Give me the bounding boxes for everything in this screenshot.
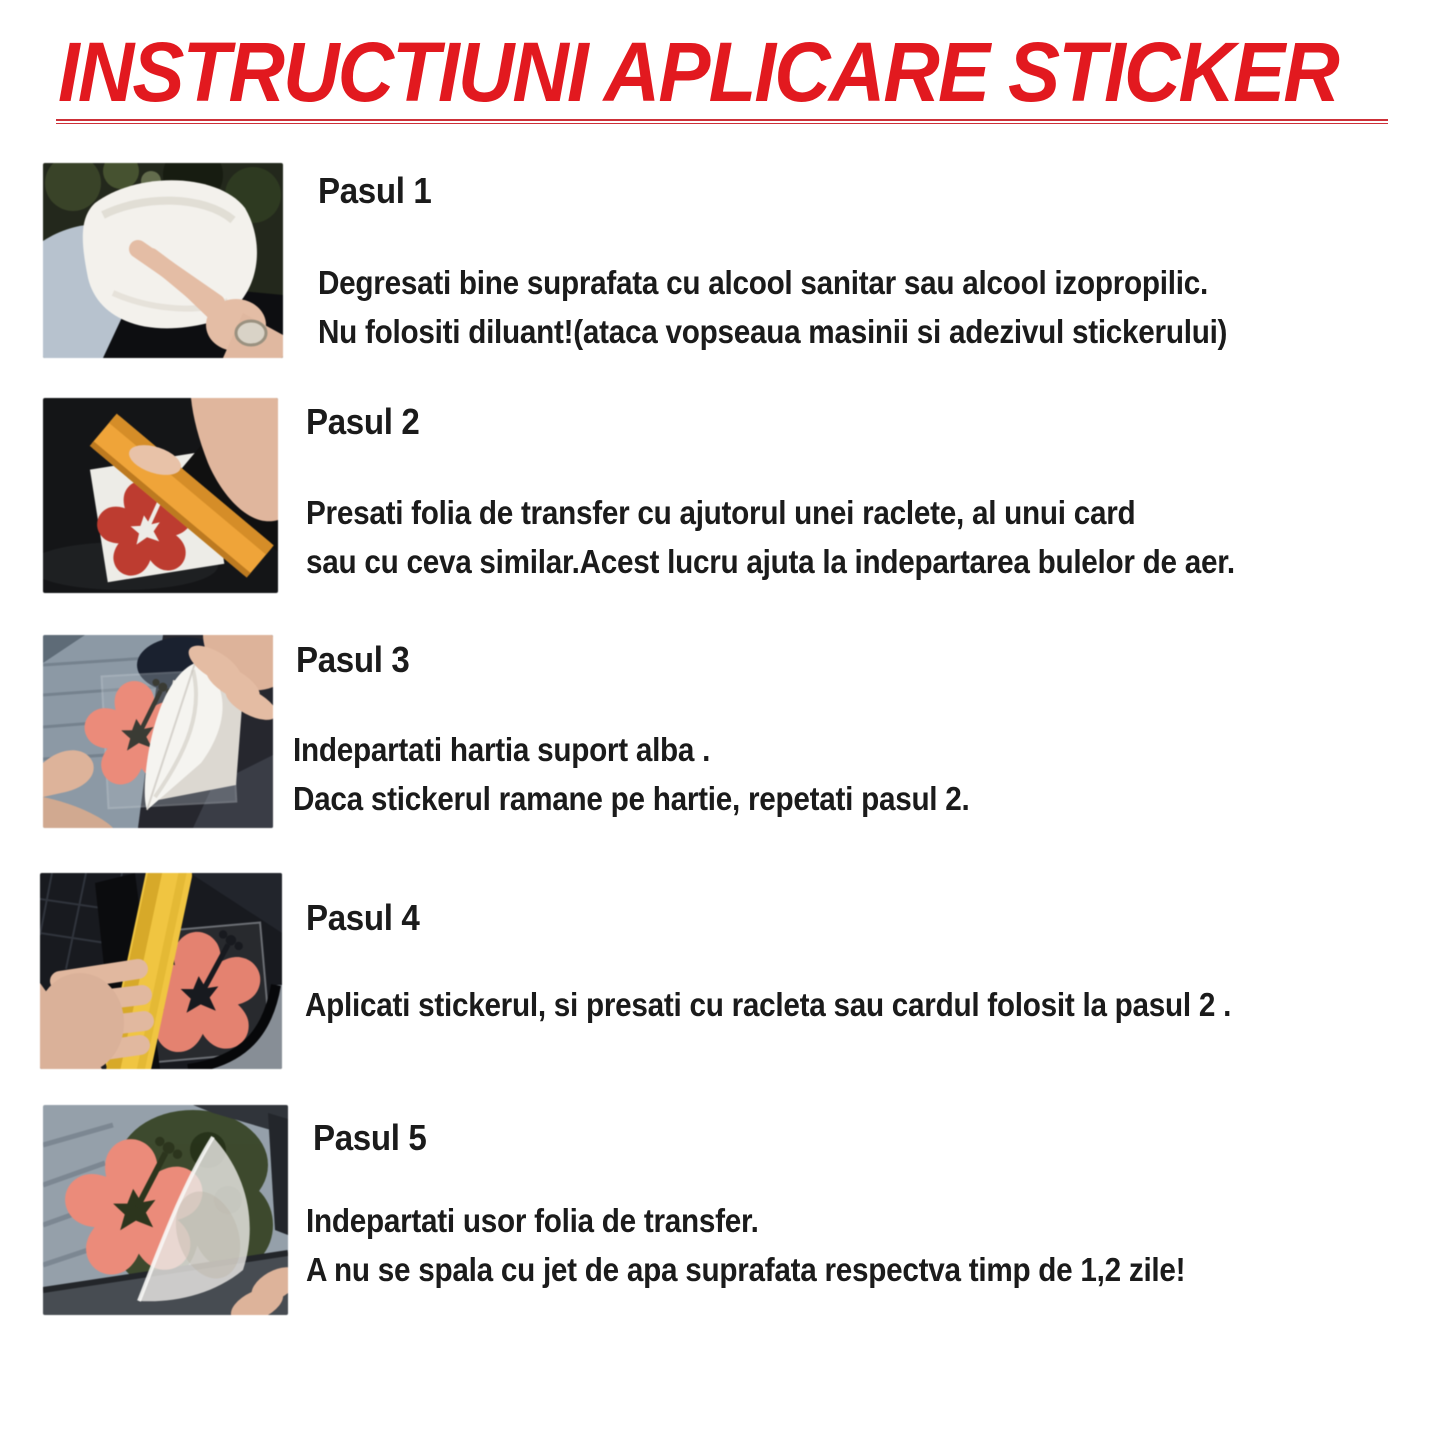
step2-photo [43,398,278,593]
removing-transfer-film-photo [43,1105,288,1315]
step1-line2: Nu folositi diluant!(ataca vopseaua masinii si adezivul stickerului) [318,313,1228,350]
step2-label: Pasul 2 [306,401,420,442]
peeling-white-backing-paper-photo [43,635,273,828]
step4-text [305,980,1231,1029]
step3-text [293,725,970,823]
step1-photo [43,163,283,358]
step5-text [306,1196,1185,1294]
step2-line2: sau cu ceva similar.Acest lucru ajuta la indepartarea bulelor de aer. [306,543,1235,580]
step5-photo [43,1105,288,1315]
step5-label: Pasul 5 [313,1117,427,1158]
step1-text [318,258,1227,356]
step2-line1: Presati folia de transfer cu ajutorul unei raclete, al unui card [306,494,1136,531]
step4-line1: Aplicati stickerul, si presati cu racleta sau cardul folosit la pasul 2 . [305,986,1232,1023]
step2-text [306,488,1235,586]
step1-label: Pasul 1 [318,170,432,211]
squeegee-pressing-transfer-film-photo [43,398,278,593]
title-underline [56,119,1388,124]
applying-sticker-with-squeegee-photo [40,873,282,1069]
step5-line1: Indepartati usor folia de transfer. [306,1202,759,1239]
step3-label: Pasul 3 [296,639,410,680]
step3-line1: Indepartati hartia suport alba . [293,731,711,768]
step1-line1: Degresati bine suprafata cu alcool sanitar sau alcool izopropilic. [318,264,1208,301]
step4-photo [40,873,282,1069]
hand-wiping-car-with-cloth-photo [43,163,283,358]
step3-line2: Daca stickerul ramane pe hartie, repetati pasul 2. [293,780,970,817]
step5-line2: A nu se spala cu jet de apa suprafata respectva timp de 1,2 zile! [306,1251,1186,1288]
step4-label: Pasul 4 [306,897,420,938]
step3-photo [43,635,273,828]
page-title: INSTRUCTIUNI APLICARE STICKER [58,25,1338,119]
